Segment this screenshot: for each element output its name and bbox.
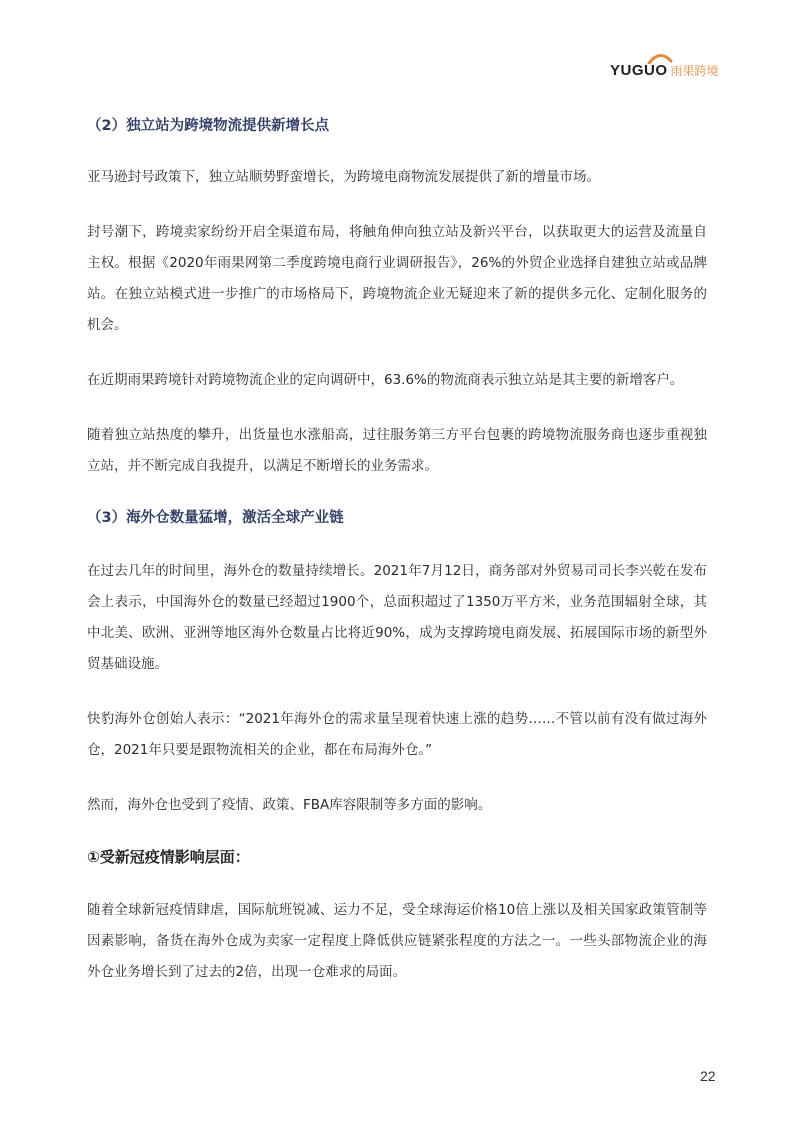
document-body bbox=[87, 112, 707, 988]
paragraph: 随着独立站热度的攀升，出货量也水涨船高，过往服务第三方平台包裹的跨境物流服务商也逐步重视独立站，并不断完成自我提升，以满足不断增长的业务需求。 bbox=[87, 427, 707, 474]
paragraph: 亚马逊封号政策下，独立站顺势野蛮增长，为跨境电商物流发展提供了新的增量市场。 bbox=[87, 169, 600, 185]
section-heading-3: （3）海外仓数量猛增，激活全球产业链 bbox=[87, 510, 344, 526]
paragraph: 快豹海外仓创始人表示：“2021年海外仓的需求量呈现着快速上涨的趋势……不管以前有没有做过海外仓，2021年只要是跟物流相关的企业，都在布局海外仓。” bbox=[87, 711, 707, 758]
paragraph: 封号潮下，跨境卖家纷纷开启全渠道布局，将触角伸向独立站及新兴平台，以获取更大的运营及流量自主权。根据《2020年雨果网第二季度跨境电商行业调研报告》，26%的外贸企业选择自建独立站或品牌站。在独立站模式进一步推广的市场格局下，跨境物流企业无疑迎来了新的提供多元化、定制化服务的机会。 bbox=[87, 224, 707, 333]
page-number: 22 bbox=[700, 1068, 716, 1084]
logo-wordmark bbox=[610, 62, 719, 79]
paragraph: 在近期雨果跨境针对跨境物流企业的定向调研中，63.6%的物流商表示独立站是其主要的新增客户。 bbox=[87, 372, 684, 388]
paragraph: 随着全球新冠疫情肆虐，国际航班锐减、运力不足，受全球海运价格10倍上涨以及相关国家政策管制等因素影响，备货在海外仓成为卖家一定程度上降低供应链紧张程度的方法之一。一些头部物流企业的海外仓业务增长到了过去的2倍，出现一仓难求的局面。 bbox=[87, 902, 707, 980]
sub-heading-covid: ①受新冠疫情影响层面： bbox=[87, 848, 250, 866]
section-heading-2: （2）独立站为跨境物流提供新增长点 bbox=[87, 118, 330, 134]
brand-logo bbox=[610, 58, 740, 82]
paragraph: 在过去几年的时间里，海外仓的数量持续增长。2021年7月12日，商务部对外贸易司司长李兴乾在发布会上表示，中国海外仓的数量已经超过1900个，总面积超过了1350万平方米，业务范围辐射全球，其中北美、欧洲、亚洲等地区海外仓数量占比将近90%，成为支撑跨境电商发展、拓展国际市场的新型外贸基础设施。 bbox=[87, 563, 707, 672]
logo-text: YUGUO bbox=[610, 62, 668, 79]
paragraph: 然而，海外仓也受到了疫情、政策、FBA库容限制等多方面的影响。 bbox=[87, 797, 492, 813]
logo-cn-text: 雨果跨境 bbox=[670, 64, 719, 78]
